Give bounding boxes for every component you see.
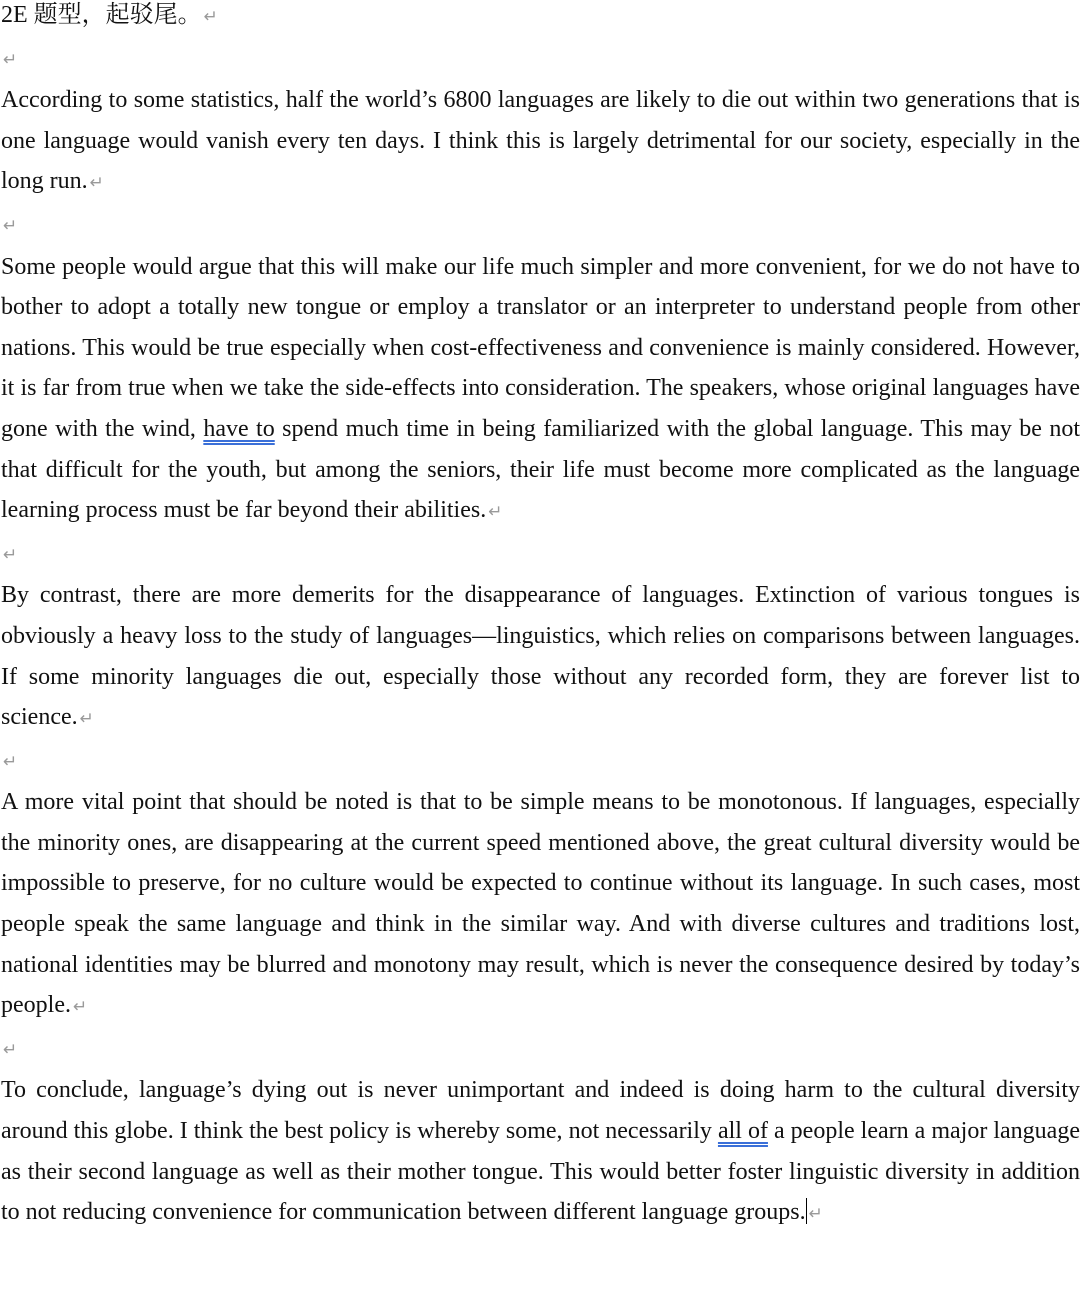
- paragraph-mark-icon: ↵: [488, 502, 503, 523]
- empty-paragraph: [1, 533, 1080, 576]
- paragraph-mark-icon: ↵: [3, 751, 18, 772]
- paragraph-mark-icon: ↵: [89, 173, 104, 194]
- paragraph-mark-icon: ↵: [3, 49, 18, 70]
- paragraph-text: By contrast, there are more demerits for the disappearance of languages. Extinction of various tongues is obviously a heavy loss to the study of languages—linguistics, which relies on comparisons between languages. If some minority languages die out, especially those without any recorded form, they are forever list to science.: [1, 582, 1080, 731]
- document-title: 2E 题型，起驳尾。: [1, 2, 202, 28]
- document-title-line: [1, 0, 1080, 38]
- empty-paragraph: [1, 38, 1080, 81]
- paragraph-intro: [1, 80, 1080, 204]
- paragraph-contrast: [1, 575, 1080, 739]
- paragraph-text: spend much time in being familiarized with the global language. This may be not that difficult for the youth, but among the seniors, their life must become more complicated as the language learning process must be far beyond their abilities.: [1, 415, 1080, 524]
- paragraph-counterargument: [1, 247, 1080, 533]
- paragraph-mark-icon: ↵: [808, 1204, 823, 1225]
- paragraph-vital-point: [1, 782, 1080, 1028]
- paragraph-mark-icon: ↵: [3, 215, 18, 236]
- paragraph-mark-icon: ↵: [3, 544, 18, 565]
- document-page[interactable]: [1, 0, 1080, 1235]
- paragraph-mark-icon: ↵: [79, 709, 94, 730]
- empty-paragraph: [1, 740, 1080, 783]
- paragraph-text: According to some statistics, half the world’s 6800 languages are likely to die out within two generations that is one language would vanish every ten days. I think this is largely detrimental for our society, especially in the long run.: [1, 87, 1080, 195]
- grammar-underline-all-of[interactable]: all of: [717, 1118, 768, 1145]
- paragraph-text: To conclude, language’s dying out is never unimportant and indeed is doing harm to the cultural diversity around this globe. I think the best policy is whereby some, not necessarily: [1, 1077, 1080, 1145]
- paragraph-mark-icon: ↵: [72, 997, 88, 1018]
- paragraph-text: a people learn a major language as their second language as well as their mother tongue. This would better foster linguistic diversity in addition to not reducing convenience for communication between different language groups.: [1, 1118, 1080, 1226]
- empty-paragraph: [1, 1028, 1080, 1071]
- grammar-underline-have-to[interactable]: have to: [203, 415, 275, 442]
- paragraph-conclusion: [1, 1070, 1080, 1234]
- text-cursor: [806, 1198, 807, 1224]
- empty-paragraph: [1, 204, 1080, 247]
- paragraph-text: Some people would argue that this will make our life much simpler and more convenient, for we do not have to bother to adopt a totally new tongue or employ a translator or an interpreter to understand people from other nations. This would be true especially when cost-effectiveness and convenience is mainly considered. However, it is far from true when we take the side-effects into consideration. The speakers, whose original languages have gone with the wind,: [1, 253, 1080, 442]
- paragraph-text: A more vital point that should be noted is that to be simple means to be monotonous. If languages, especially the minority ones, are disappearing at the current speed mentioned above, the great cultural diversity would be impossible to preserve, for no culture would be expected to continue without its language. In such cases, most people speak the same language and think in the similar way. And with diverse cultures and traditions lost, national identities may be blurred and monotony may result, which is never the consequence desired by today’s people.: [1, 789, 1080, 1019]
- paragraph-mark-icon: ↵: [203, 7, 218, 27]
- paragraph-mark-icon: ↵: [3, 1039, 18, 1060]
